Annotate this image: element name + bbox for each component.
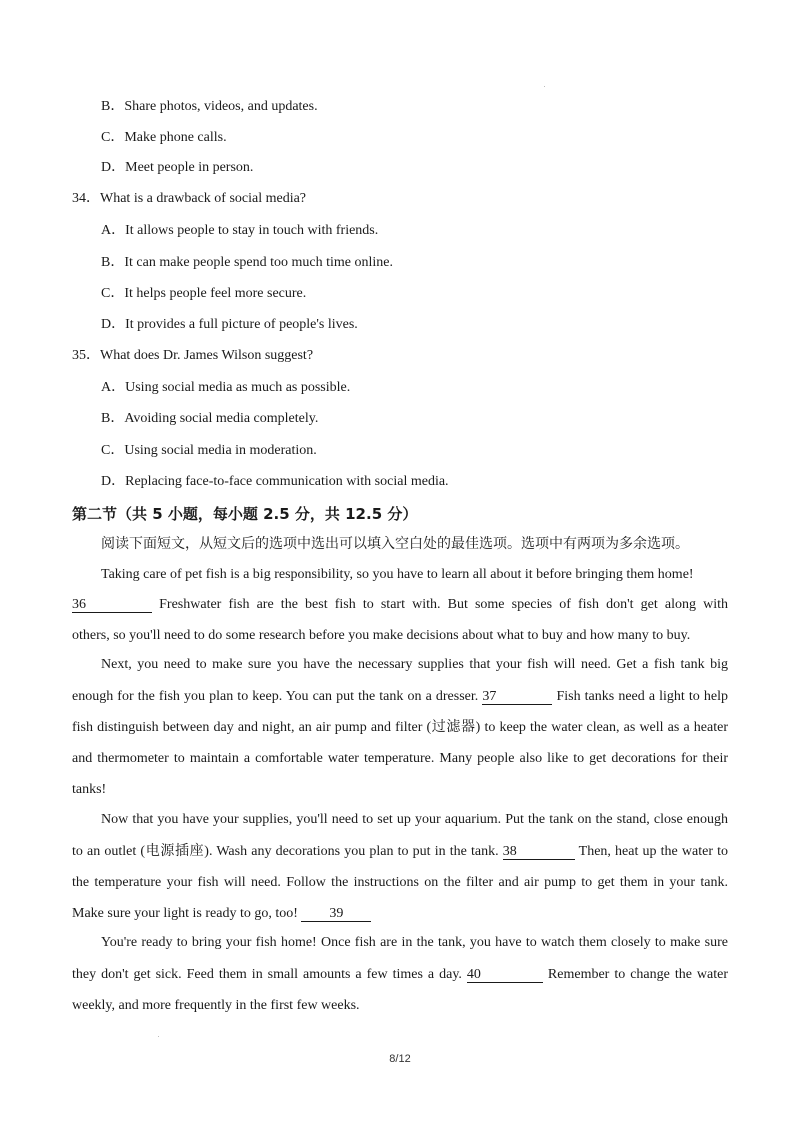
page-number: 8/12 [389,1053,411,1065]
passage-p4-line3: the temperature your fish will need. Follow the instructions on the filter and air pump to get them in your tank. [72,875,728,890]
scan-speck [158,1036,159,1037]
answer-blank-36[interactable]: 36 [72,598,152,613]
answer-blank-39[interactable]: 39 [301,907,371,922]
q33-option-b: B．Share photos, videos, and updates. [101,99,318,114]
q35-option-c: C．Using social media in moderation. [101,443,317,458]
scan-speck [544,86,545,87]
q35-option-d: D．Replacing face-to-face communication with social media. [101,474,449,489]
q35-stem: 35．What does Dr. James Wilson suggest? [72,348,314,363]
passage-p4-line4: Make sure your light is ready to go, too! 39 [72,905,371,923]
passage-p4-line1: Now that you have your supplies, you'll need to set up your aquarium. Put the tank on the stand, close enough [101,812,728,827]
answer-blank-37[interactable]: 37 [482,690,552,705]
passage-p5-line1: You're ready to bring your fish home! Once fish are in the tank, you have to watch them closely to make sure [101,935,728,950]
section-instruction: 阅读下面短文，从短文后的选项中选出可以填入空白处的最佳选项。选项中有两项为多余选项。 [101,537,689,552]
passage-p3-line1: Next, you need to make sure you have the necessary supplies that your fish will need. Get a fish tank big [101,657,728,672]
q33-option-c: C．Make phone calls. [101,130,227,145]
q33-option-d: D．Meet people in person. [101,160,254,175]
passage-p2-line2: others, so you'll need to do some research before you make decisions about what to buy and how many to buy. [72,628,691,643]
q34-option-c: C．It helps people feel more secure. [101,286,307,301]
passage-p4-line2: to an outlet (电源插座). Wash any decorations you plan to put in the tank. 38 Then, heat up the water to [72,844,729,859]
q34-stem: 34．What is a drawback of social media? [72,191,307,206]
answer-blank-40[interactable]: 40 [467,968,543,983]
passage-p5-line3: weekly, and more frequently in the first few weeks. [72,998,360,1013]
q34-option-b: B．It can make people spend too much time online. [101,255,393,270]
answer-blank-38[interactable]: 38 [503,845,575,860]
passage-p3-line3: fish distinguish between day and night, an air pump and filter (过滤器) to keep the water clean, as well as a heater [72,720,728,735]
passage-p5-line2: they don't get sick. Feed them in small amounts a few times a day. 40 Remember to change the water [72,967,729,982]
q35-option-b: B．Avoiding social media completely. [101,411,319,426]
section-heading: 第二节（共 5 小题，每小题 2.5 分，共 12.5 分） [72,505,418,523]
passage-p3-line2: enough for the fish you plan to keep. You can put the tank on a dresser. 37 Fish tanks need a light to help [72,689,728,704]
q34-option-d: D．It provides a full picture of people's lives. [101,317,358,332]
passage-p3-line4: and thermometer to maintain a comfortable water temperature. Many people also like to get decorations for their [72,751,728,766]
passage-p2-line1: 36 Freshwater fish are the best fish to start with. But some species of fish don't get along with [72,597,729,612]
passage-p1: Taking care of pet fish is a big responsibility, so you have to learn all about it before bringing them home! [101,567,694,582]
q34-option-a: A．It allows people to stay in touch with friends. [101,223,379,238]
passage-p3-line5: tanks! [72,782,107,797]
q35-option-a: A．Using social media as much as possible. [101,380,351,395]
